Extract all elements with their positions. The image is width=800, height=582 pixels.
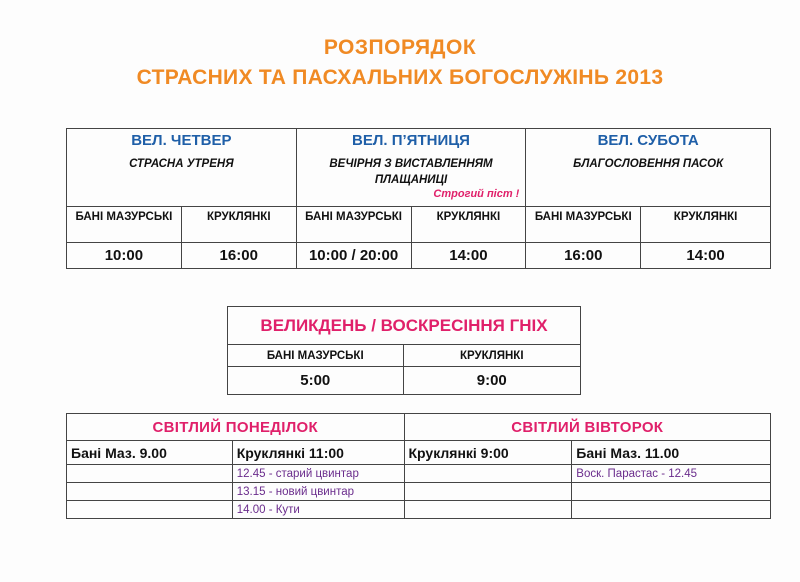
time-cell: 9:00 — [403, 367, 581, 395]
page-subtitle: СТРАСНИХ ТА ПАСХАЛЬНИХ БОГОСЛУЖІНЬ 2013 — [136, 66, 664, 89]
time-cell: 5:00 — [228, 367, 404, 395]
thursday-service: СТРАСНА УТРЕНЯ — [129, 158, 234, 170]
empty-cell — [67, 501, 233, 519]
location-cell: КРУКЛЯНКІ — [181, 207, 296, 243]
location-cell: КРУКЛЯНКІ — [641, 207, 771, 243]
saturday-name: ВЕЛ. СУБОТА — [597, 132, 699, 149]
location-cell: БАНІ МАЗУРСЬКІ — [228, 345, 404, 367]
empty-cell — [404, 501, 572, 519]
tuesday-col1: Круклянкі 9:00 — [404, 441, 572, 465]
thursday-header — [67, 129, 297, 207]
location-cell: БАНІ МАЗУРСЬКІ — [67, 207, 182, 243]
monday-event: 13.15 - новий цвинтар — [232, 483, 404, 501]
time-cell: 14:00 — [411, 243, 526, 269]
bright-week-table — [66, 413, 771, 519]
monday-title: СВІТЛИЙ ПОНЕДІЛОК — [67, 414, 405, 441]
easter-table — [227, 306, 581, 395]
empty-cell — [404, 483, 572, 501]
location-cell: КРУКЛЯНКІ — [403, 345, 581, 367]
time-cell: 14:00 — [641, 243, 771, 269]
time-cell: 10:00 — [67, 243, 182, 269]
tuesday-col2: Бані Маз. 11.00 — [572, 441, 771, 465]
friday-header — [296, 129, 526, 207]
empty-cell — [572, 501, 771, 519]
monday-event: 14.00 - Кути — [232, 501, 404, 519]
thursday-name: ВЕЛ. ЧЕТВЕР — [131, 132, 232, 149]
friday-service: ВЕЧІРНЯ З ВИСТАВЛЕННЯМ ПЛАЩАНИЦІ — [329, 158, 493, 186]
location-cell: БАНІ МАЗУРСЬКІ — [296, 207, 411, 243]
empty-cell — [67, 483, 233, 501]
page-title: РОЗПОРЯДОК — [323, 36, 477, 59]
friday-name: ВЕЛ. П’ЯТНИЦЯ — [352, 132, 470, 149]
tuesday-title: СВІТЛИЙ ВІВТОРОК — [404, 414, 771, 441]
saturday-service: БЛАГОСЛОВЕННЯ ПАСОК — [573, 158, 724, 170]
saturday-header — [526, 129, 771, 207]
friday-note: Строгий піст ! — [433, 188, 520, 200]
location-cell: КРУКЛЯНКІ — [411, 207, 526, 243]
monday-col2: Круклянкі 11:00 — [232, 441, 404, 465]
monday-event: 12.45 - старий цвинтар — [232, 465, 404, 483]
tuesday-event: Воск. Парастас - 12.45 — [572, 465, 771, 483]
time-cell: 16:00 — [526, 243, 641, 269]
empty-cell — [572, 483, 771, 501]
time-cell: 10:00 / 20:00 — [296, 243, 411, 269]
location-cell: БАНІ МАЗУРСЬКІ — [526, 207, 641, 243]
holy-week-table — [66, 128, 771, 269]
easter-title: ВЕЛИКДЕНЬ / ВОСКРЕСІННЯ ГНІХ — [228, 307, 581, 345]
empty-cell — [404, 465, 572, 483]
monday-col1: Бані Маз. 9.00 — [67, 441, 233, 465]
empty-cell — [67, 465, 233, 483]
time-cell: 16:00 — [181, 243, 296, 269]
